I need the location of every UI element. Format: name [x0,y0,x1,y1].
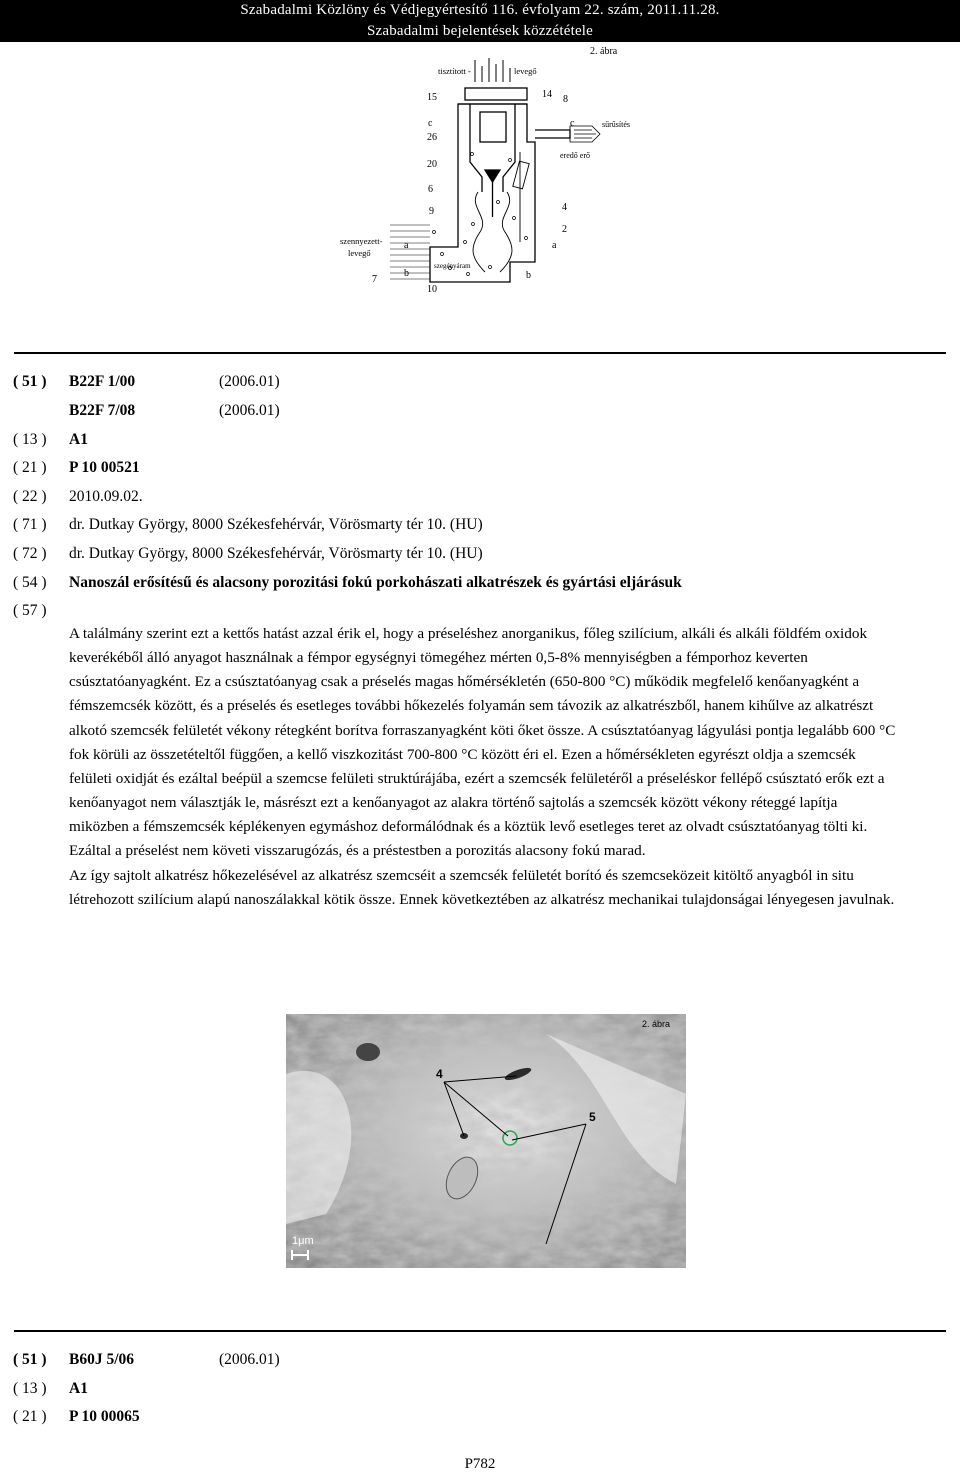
ipc-class-1: B22F 1/00 [69,373,136,390]
ipc-date-1: (2006.01) [219,373,280,390]
label-air: levegő [514,66,537,76]
doc-kind: A1 [69,431,88,448]
separator-vessel [430,88,570,282]
figure2-caption: 2. ábra [642,1019,671,1029]
sem-micrograph [286,1014,686,1268]
label-b-right: b [526,270,531,281]
scale-label: 1μm [292,1235,314,1247]
label-dirty-air-1: szennyezett- [340,236,383,246]
label-20: 20 [427,159,437,170]
label-10: 10 [427,284,437,295]
section-title: Szabadalmi bejelentések közzététele [366,23,594,39]
ipc-class-2: B22F 7/08 [69,402,136,419]
label-4: 4 [562,202,567,213]
compression-outlet [570,126,600,142]
section-divider-2 [14,1330,946,1332]
journal-title: Szabadalmi Közlöny és Védjegyértesítő 116. évfolyam 22. szám, 2011.11.28. [240,2,720,18]
inlet-hatch [390,225,430,279]
label-resultant-force: eredő erő [560,151,590,160]
label-dirty-air-2: levegő [348,248,371,258]
outlet-arrows [475,58,510,82]
applicant: dr. Dutkay György, 8000 Székesfehérvár, Vörösmarty tér 10. (HU) [69,516,483,533]
label-a-right: a [552,240,557,251]
label-c-right: c [570,118,575,129]
page-number: P782 [464,1456,496,1472]
label-5: 5 [589,1110,596,1124]
label-clean-air: tisztított - [438,66,471,76]
label-b-left: b [404,268,409,279]
label-9: 9 [429,206,434,217]
label-2: 2 [562,224,567,235]
label-c-left: c [428,118,433,129]
journal-header [0,0,960,42]
separator-diagram [330,42,650,300]
application-number: P 10 00521 [69,459,140,476]
filing-date: 2010.09.02. [69,488,143,505]
entry2-application-number: P 10 00065 [69,1408,140,1425]
entry2-ipc-date: (2006.01) [219,1351,280,1368]
entry2-ipc-class: B60J 5/06 [69,1351,135,1368]
entry2-doc-kind: A1 [69,1380,88,1397]
inventor: dr. Dutkay György, 8000 Székesfehérvár, Vörösmarty tér 10. (HU) [69,545,483,562]
abstract-paragraph-2: Az így sajtolt alkatrész hőkezelésével az alkatrész szemcséit a szemcsék felületét borító és szemcseközeit kitöltő anyagból in situ létrehozott szilícium alapú nanoszálakkal kötik össze. Ennek következtében az alkatrész mechanikai tulajdonságai lényegesen javulnak. [69,866,895,908]
invention-title: Nanoszál erősítésű és alacsony porozitási fokú porkohászati alkatrészek és gyártási eljárásuk [69,574,682,591]
abstract [69,622,899,912]
label-a-left: a [404,240,409,251]
figure1-caption: 2. ábra [590,46,618,57]
label-15: 15 [427,92,437,103]
label-lean-stream: szegényáram [434,262,471,270]
flow-lines [473,152,529,272]
label-8: 8 [563,94,568,105]
ipc-date-2: (2006.01) [219,402,280,419]
label-6: 6 [428,184,433,195]
label-compression: sűrűsítés [602,120,630,129]
section-divider [14,352,946,354]
label-14: 14 [542,89,552,100]
label-26: 26 [427,132,437,143]
abstract-paragraph-1: A találmány szerint ezt a kettős hatást azzal érik el, hogy a préseléshez anorganikus, főleg szilícium, alkáli és alkáli földfém oxidok keverékéből álló anyagot használnak a fémpor egységnyi tömegéhez mérten 0,5-8% mennyiségben a fémporhoz keverten csúsztatóanyagként. Ez a csúsztatóanyag csak a préselés magas hőmérsékletén (650-800 °C) működik megfelelő kenőanyagként a fémszemcsék között, és a préselés és esetleges további hőkezelés folyamán sem távozik az alkatrészből, hanem kihűlve az alkatrészt alkotó szemcsék felületét vékony rétegként borítva forraszanyagként köti őket össze. A csúsztatóanyag lágyulási pontja legalább 600 °C fok körüli az összetételtől függően, a kellő viszkozitást 700-800 °C között éri el. Ezen a hőmérsékleten egyrészt oldja a szemcsék felületi oxidját és ezáltal beépül a szemcse felületi struktúrájába, ezért a szemcsék felületéről a préseléskor fellépő csúsztató erők ezt a kenőanyagot nem választják le, másrészt ezt a kenőanyagot az alakra történő sajtolás a szemcsék között vékony réteggé lapítja miközben a fémszemcsék képlékenyen egymáshoz deformálódnak és a köztük levő esetleges teret az olvadt csúsztatóanyag tölti ki. Ezáltal a préselést nem követi visszarugózás, és a préstestben a porozitás alacsony fokú marad. [69,625,896,860]
label-4: 4 [436,1067,443,1081]
label-7: 7 [372,274,377,285]
